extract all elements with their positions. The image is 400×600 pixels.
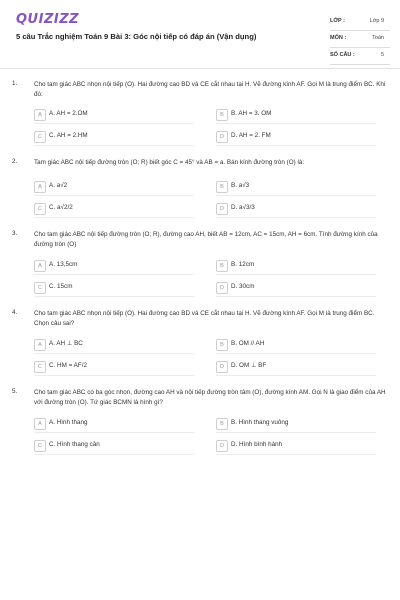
option-text: B. AH = 3. OM — [231, 110, 272, 117]
option-letter-box: B — [216, 181, 228, 193]
option-letter-box: B — [216, 260, 228, 272]
option-underline — [216, 195, 376, 196]
question-number: 4. — [12, 309, 18, 316]
header-divider — [0, 68, 400, 69]
meta-row-subject — [330, 31, 390, 48]
option-letter-box: D — [216, 282, 228, 294]
option-underline — [34, 145, 194, 146]
quizizz-logo: QUIZIZZ — [16, 12, 80, 27]
option-letter-box: D — [216, 203, 228, 215]
option-underline — [34, 432, 194, 433]
question-number: 3. — [12, 230, 18, 237]
option-underline — [34, 195, 194, 196]
option-letter-box: A — [34, 260, 46, 272]
option-letter-box: B — [216, 339, 228, 351]
question-text: Tam giác ABC nội tiếp đường tròn (O; R) biết góc C = 45° và AB = a. Bán kính đường tròn (O) là: — [34, 159, 305, 166]
option-text: D. 30cm — [231, 283, 255, 290]
option-underline — [34, 454, 194, 455]
option-underline — [216, 353, 376, 354]
option-letter-box: C — [34, 131, 46, 143]
option-underline — [34, 353, 194, 354]
option-text: A. AH ⊥ BC — [49, 340, 83, 347]
meta-panel — [330, 14, 390, 65]
option-letter-box: C — [34, 203, 46, 215]
option-text: D. a√3/3 — [231, 204, 255, 211]
meta-key: SỐ CÂU : — [330, 52, 355, 58]
option-text: A. 13,5cm — [49, 261, 78, 268]
option-underline — [216, 274, 376, 275]
option-letter-box: C — [34, 282, 46, 294]
question-text: Cho tam giác ABC nhọn nội tiếp (O). Hai đường cao BD và CE cắt nhau tại H. Vẽ đường kính AF. Gọi M là trung điểm BC. Khi đó: — [34, 81, 386, 98]
question-text: Cho tam giác ABC có ba góc nhọn, đường cao AH và nội tiếp đường tròn tâm (O), đường kính AM. Gọi N là giao điểm của AH với đường tròn (O). Tứ giác BCMN là hình gì? — [34, 389, 386, 406]
option-text: C. a√2/2 — [49, 204, 73, 211]
option-letter-box: A — [34, 181, 46, 193]
meta-key: LỚP : — [330, 18, 345, 24]
option-text: B. Hình thang vuông — [231, 419, 289, 426]
option-letter-box: A — [34, 339, 46, 351]
option-letter-box: C — [34, 440, 46, 452]
option-letter-box: D — [216, 440, 228, 452]
option-underline — [34, 123, 194, 124]
option-underline — [216, 454, 376, 455]
option-letter-box: A — [34, 418, 46, 430]
option-underline — [216, 217, 376, 218]
option-letter-box: D — [216, 131, 228, 143]
meta-row-class — [330, 14, 390, 31]
option-underline — [216, 123, 376, 124]
option-underline — [216, 375, 376, 376]
option-text: B. a√3 — [231, 182, 250, 189]
worksheet-title: 5 câu Trắc nghiệm Toán 9 Bài 3: Góc nội tiếp có đáp án (Vận dụng) — [16, 32, 257, 41]
question-text: Cho tam giác ABC nhọn nội tiếp (O). Hai đường cao BD và CE cắt nhau tại H. Vẽ đường kính AF. Gọi M là trung điểm BC. Chọn câu sai? — [34, 310, 375, 327]
option-text: C. 15cm — [49, 283, 73, 290]
meta-row-count — [330, 48, 390, 65]
question-number: 2. — [12, 158, 18, 165]
meta-key: MÔN : — [330, 35, 347, 41]
question-number: 5. — [12, 388, 18, 395]
option-letter-box: D — [216, 361, 228, 373]
option-letter-box: B — [216, 109, 228, 121]
option-underline — [34, 375, 194, 376]
option-text: B. OM // AH — [231, 340, 265, 347]
option-text: A. Hình thang — [49, 419, 88, 426]
option-text: C. Hình thang cân — [49, 441, 100, 448]
worksheet-header — [0, 0, 400, 70]
option-text: B. 12cm — [231, 261, 255, 268]
option-underline — [216, 296, 376, 297]
meta-value: 5 — [380, 52, 384, 58]
option-letter-box: C — [34, 361, 46, 373]
question-text: Cho tam giác ABC nội tiếp đường tròn (O; R), đường cao AH, biết AB = 12cm, AC = 15cm, AH = 6cm. Tính đường kính của đường tròn (O) — [34, 231, 378, 248]
option-text: D. Hình bình hành — [231, 441, 283, 448]
option-letter-box: A — [34, 109, 46, 121]
option-text: D. AH = 2. FM — [231, 132, 271, 139]
option-underline — [34, 217, 194, 218]
option-letter-box: B — [216, 418, 228, 430]
option-text: D. OM ⊥ BF — [231, 362, 267, 369]
option-text: C. HM = AF/2 — [49, 362, 87, 369]
question-number: 1. — [12, 80, 18, 87]
option-text: A. AH = 2.OM — [49, 110, 88, 117]
meta-value: Lớp 9 — [369, 18, 384, 24]
option-text: A. a√2 — [49, 182, 68, 189]
meta-value: Toán — [372, 35, 384, 41]
option-underline — [216, 432, 376, 433]
option-underline — [34, 274, 194, 275]
option-underline — [34, 296, 194, 297]
option-text: C. AH = 2.HM — [49, 132, 88, 139]
option-underline — [216, 145, 376, 146]
